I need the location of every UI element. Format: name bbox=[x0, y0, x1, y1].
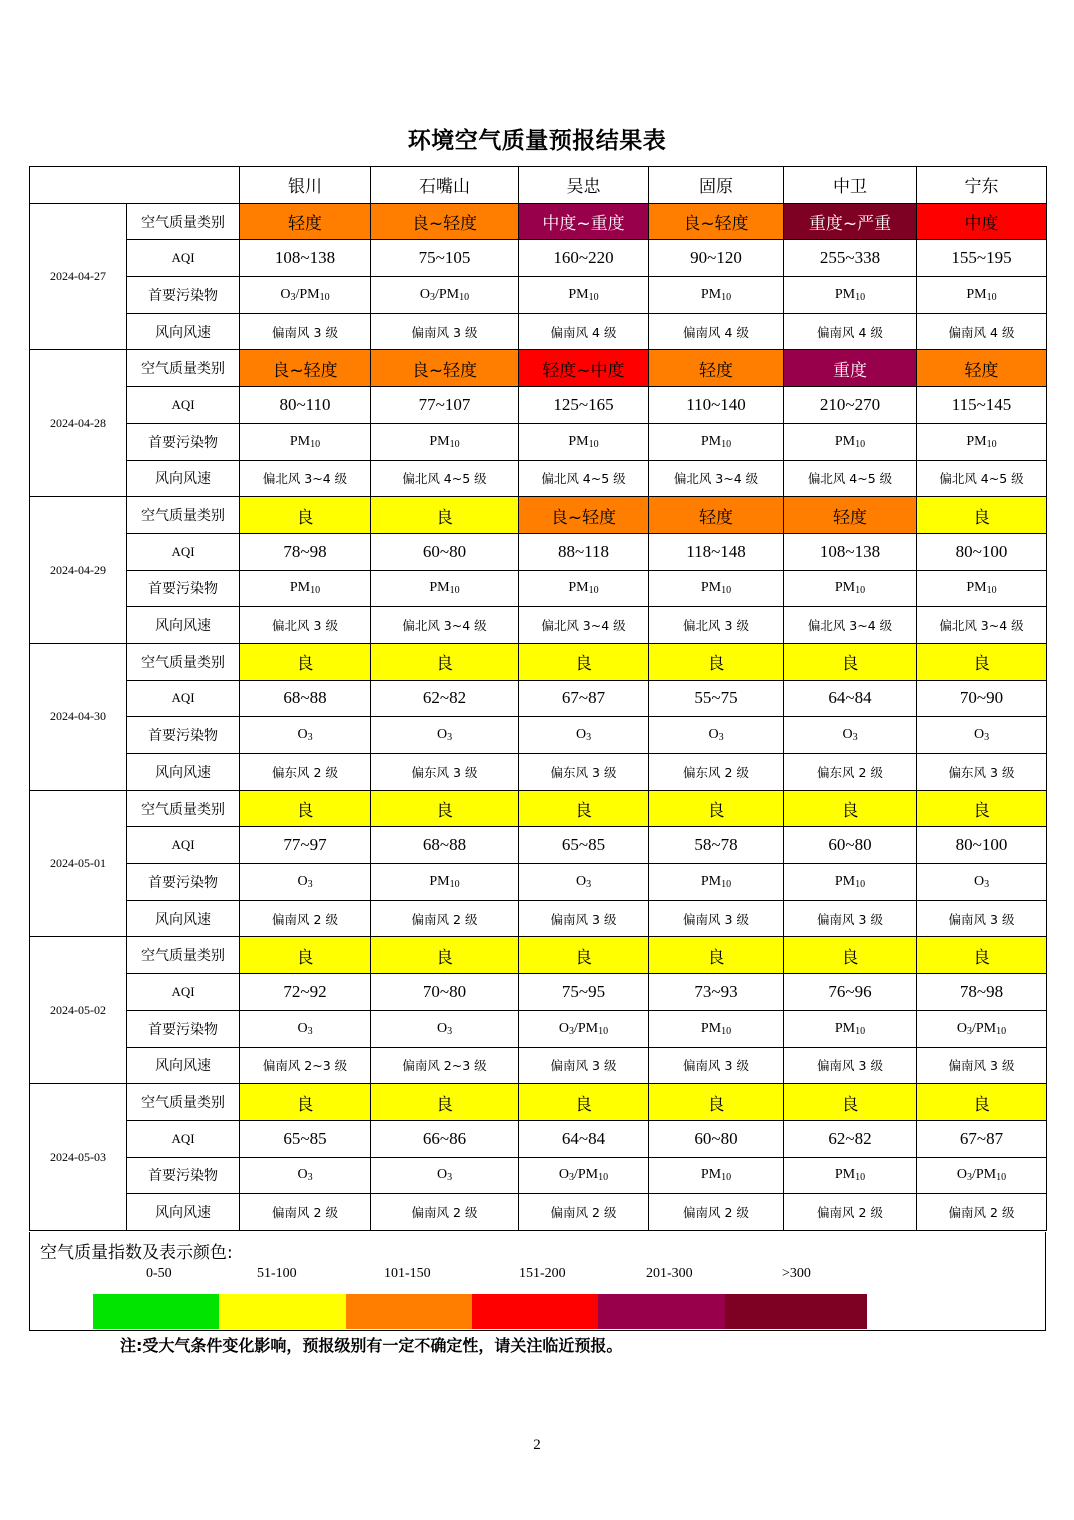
aqi-cell: 67~87 bbox=[519, 680, 649, 717]
aqi-cell: 55~75 bbox=[649, 680, 784, 717]
legend-range-label: 101-150 bbox=[384, 1266, 431, 1281]
city-header: 中卫 bbox=[784, 167, 917, 204]
wind-cell: 偏南风 4 级 bbox=[649, 313, 784, 350]
aqi-cell: 65~85 bbox=[240, 1120, 371, 1157]
category-cell: 良 bbox=[519, 643, 649, 680]
aqi-cell: 77~97 bbox=[240, 827, 371, 864]
legend-color-swatch bbox=[598, 1294, 725, 1329]
pollutant-cell: $O_3$ bbox=[240, 1157, 371, 1194]
category-cell: 良 bbox=[649, 790, 784, 827]
city-header: 石嘴山 bbox=[371, 167, 519, 204]
pollutant-cell: $O_3/PM_{10}$ bbox=[371, 277, 519, 314]
pollutant-cell: $O_3/PM_{10}$ bbox=[917, 1010, 1047, 1047]
category-cell: 良 bbox=[371, 937, 519, 974]
aqi-cell: 62~82 bbox=[371, 680, 519, 717]
aqi-cell: 160~220 bbox=[519, 240, 649, 277]
table-row bbox=[30, 974, 1047, 1011]
table-row bbox=[30, 1194, 1047, 1231]
legend-color-swatch bbox=[219, 1294, 346, 1329]
row-label-wind: 风向风速 bbox=[127, 460, 240, 497]
category-cell: 良 bbox=[784, 643, 917, 680]
pollutant-cell: $PM_{10}$ bbox=[784, 864, 917, 901]
wind-cell: 偏南风 2~3 级 bbox=[240, 1047, 371, 1084]
date-cell: 2024-05-01 bbox=[30, 790, 127, 937]
pollutant-cell: $PM_{10}$ bbox=[784, 423, 917, 460]
pollutant-cell: $PM_{10}$ bbox=[240, 570, 371, 607]
table-row bbox=[30, 240, 1047, 277]
date-cell: 2024-05-02 bbox=[30, 937, 127, 1084]
header-row bbox=[30, 167, 1047, 204]
date-cell: 2024-04-30 bbox=[30, 643, 127, 790]
category-cell: 良~轻度 bbox=[240, 350, 371, 387]
row-label-wind: 风向风速 bbox=[127, 754, 240, 791]
category-cell: 良~轻度 bbox=[371, 350, 519, 387]
aqi-cell: 65~85 bbox=[519, 827, 649, 864]
row-label-pollutant: 首要污染物 bbox=[127, 1010, 240, 1047]
pollutant-cell: $O_3/PM_{10}$ bbox=[519, 1010, 649, 1047]
wind-cell: 偏南风 2~3 级 bbox=[371, 1047, 519, 1084]
wind-cell: 偏南风 3 级 bbox=[784, 900, 917, 937]
pollutant-cell: $PM_{10}$ bbox=[784, 570, 917, 607]
category-cell: 良 bbox=[917, 1084, 1047, 1121]
category-cell: 良 bbox=[649, 937, 784, 974]
pollutant-cell: $PM_{10}$ bbox=[519, 570, 649, 607]
row-label-aqi: AQI bbox=[127, 974, 240, 1011]
table-row bbox=[30, 460, 1047, 497]
category-cell: 良 bbox=[649, 643, 784, 680]
table-row bbox=[30, 1010, 1047, 1047]
pollutant-cell: $PM_{10}$ bbox=[784, 1010, 917, 1047]
wind-cell: 偏北风 3~4 级 bbox=[649, 460, 784, 497]
row-label-wind: 风向风速 bbox=[127, 1194, 240, 1231]
category-cell: 轻度 bbox=[649, 497, 784, 534]
row-label-category: 空气质量类别 bbox=[127, 937, 240, 974]
aqi-cell: 88~118 bbox=[519, 533, 649, 570]
aqi-cell: 210~270 bbox=[784, 387, 917, 424]
wind-cell: 偏南风 4 级 bbox=[519, 313, 649, 350]
row-label-category: 空气质量类别 bbox=[127, 497, 240, 534]
category-cell: 重度~严重 bbox=[784, 203, 917, 240]
page-number: 2 bbox=[533, 1437, 541, 1453]
pollutant-cell: $O_3$ bbox=[649, 717, 784, 754]
category-cell: 良 bbox=[917, 643, 1047, 680]
wind-cell: 偏北风 3~4 级 bbox=[784, 607, 917, 644]
aqi-cell: 75~105 bbox=[371, 240, 519, 277]
table-row bbox=[30, 864, 1047, 901]
pollutant-cell: $O_3$ bbox=[240, 864, 371, 901]
aqi-cell: 60~80 bbox=[784, 827, 917, 864]
category-cell: 轻度 bbox=[240, 203, 371, 240]
pollutant-cell: $PM_{10}$ bbox=[240, 423, 371, 460]
row-label-aqi: AQI bbox=[127, 680, 240, 717]
forecast-note: 注:受大气条件变化影响，预报级别有一定不确定性，请关注临近预报。 bbox=[120, 1336, 623, 1355]
pollutant-cell: $PM_{10}$ bbox=[784, 1157, 917, 1194]
row-label-aqi: AQI bbox=[127, 533, 240, 570]
legend-range-label: 51-100 bbox=[257, 1266, 297, 1281]
legend-title: 空气质量指数及表示颜色: bbox=[40, 1243, 233, 1263]
aqi-cell: 80~110 bbox=[240, 387, 371, 424]
row-label-wind: 风向风速 bbox=[127, 313, 240, 350]
legend-color-swatch bbox=[472, 1294, 598, 1329]
wind-cell: 偏南风 2 级 bbox=[240, 900, 371, 937]
category-cell: 良 bbox=[240, 497, 371, 534]
wind-cell: 偏南风 4 级 bbox=[784, 313, 917, 350]
row-label-pollutant: 首要污染物 bbox=[127, 423, 240, 460]
pollutant-cell: $PM_{10}$ bbox=[649, 864, 784, 901]
row-label-category: 空气质量类别 bbox=[127, 790, 240, 827]
category-cell: 良 bbox=[784, 790, 917, 827]
pollutant-cell: $PM_{10}$ bbox=[649, 277, 784, 314]
row-label-category: 空气质量类别 bbox=[127, 203, 240, 240]
wind-cell: 偏南风 2 级 bbox=[371, 900, 519, 937]
wind-cell: 偏南风 3 级 bbox=[649, 900, 784, 937]
category-cell: 良 bbox=[240, 1084, 371, 1121]
aqi-cell: 80~100 bbox=[917, 533, 1047, 570]
category-cell: 良 bbox=[240, 937, 371, 974]
pollutant-cell: $O_3$ bbox=[371, 717, 519, 754]
category-cell: 良 bbox=[371, 1084, 519, 1121]
aqi-cell: 68~88 bbox=[371, 827, 519, 864]
table-row bbox=[30, 313, 1047, 350]
legend-range-label: >300 bbox=[782, 1266, 811, 1281]
pollutant-cell: $PM_{10}$ bbox=[917, 277, 1047, 314]
category-cell: 轻度 bbox=[784, 497, 917, 534]
city-header: 固原 bbox=[649, 167, 784, 204]
table-row bbox=[30, 717, 1047, 754]
page-title: 环境空气质量预报结果表 bbox=[407, 128, 667, 154]
category-cell: 中度~重度 bbox=[519, 203, 649, 240]
legend-range-label: 201-300 bbox=[646, 1266, 693, 1281]
pollutant-cell: $PM_{10}$ bbox=[649, 423, 784, 460]
table-row bbox=[30, 1047, 1047, 1084]
wind-cell: 偏东风 3 级 bbox=[917, 754, 1047, 791]
table-row bbox=[30, 570, 1047, 607]
wind-cell: 偏南风 3 级 bbox=[519, 900, 649, 937]
category-cell: 良 bbox=[371, 790, 519, 827]
city-header: 宁东 bbox=[917, 167, 1047, 204]
pollutant-cell: $O_3/PM_{10}$ bbox=[240, 277, 371, 314]
category-cell: 良~轻度 bbox=[649, 203, 784, 240]
table-row bbox=[30, 900, 1047, 937]
table-row bbox=[30, 827, 1047, 864]
date-cell: 2024-04-29 bbox=[30, 497, 127, 644]
wind-cell: 偏南风 3 级 bbox=[917, 900, 1047, 937]
wind-cell: 偏北风 3~4 级 bbox=[240, 460, 371, 497]
pollutant-cell: $PM_{10}$ bbox=[519, 423, 649, 460]
row-label-category: 空气质量类别 bbox=[127, 1084, 240, 1121]
row-label-wind: 风向风速 bbox=[127, 900, 240, 937]
wind-cell: 偏南风 3 级 bbox=[917, 1047, 1047, 1084]
legend-range-label: 151-200 bbox=[519, 1266, 566, 1281]
city-header: 银川 bbox=[240, 167, 371, 204]
legend-color-swatch bbox=[93, 1294, 219, 1329]
wind-cell: 偏北风 3~4 级 bbox=[371, 607, 519, 644]
wind-cell: 偏北风 4~5 级 bbox=[784, 460, 917, 497]
wind-cell: 偏南风 4 级 bbox=[917, 313, 1047, 350]
aqi-cell: 76~96 bbox=[784, 974, 917, 1011]
date-cell: 2024-04-28 bbox=[30, 350, 127, 497]
aqi-cell: 125~165 bbox=[519, 387, 649, 424]
aqi-cell: 115~145 bbox=[917, 387, 1047, 424]
aqi-cell: 60~80 bbox=[649, 1120, 784, 1157]
category-cell: 良~轻度 bbox=[371, 203, 519, 240]
aqi-cell: 60~80 bbox=[371, 533, 519, 570]
aqi-cell: 64~84 bbox=[784, 680, 917, 717]
wind-cell: 偏东风 2 级 bbox=[240, 754, 371, 791]
pollutant-cell: $O_3/PM_{10}$ bbox=[917, 1157, 1047, 1194]
wind-cell: 偏北风 4~5 级 bbox=[519, 460, 649, 497]
pollutant-cell: $PM_{10}$ bbox=[649, 1010, 784, 1047]
row-label-category: 空气质量类别 bbox=[127, 643, 240, 680]
table-row bbox=[30, 277, 1047, 314]
category-cell: 良 bbox=[784, 1084, 917, 1121]
table-row bbox=[30, 423, 1047, 460]
wind-cell: 偏北风 3~4 级 bbox=[917, 607, 1047, 644]
pollutant-cell: $PM_{10}$ bbox=[371, 864, 519, 901]
pollutant-cell: $PM_{10}$ bbox=[371, 570, 519, 607]
aqi-cell: 110~140 bbox=[649, 387, 784, 424]
table-row bbox=[30, 1084, 1047, 1121]
aqi-cell: 58~78 bbox=[649, 827, 784, 864]
table-row bbox=[30, 1120, 1047, 1157]
wind-cell: 偏北风 4~5 级 bbox=[917, 460, 1047, 497]
row-label-aqi: AQI bbox=[127, 827, 240, 864]
aqi-cell: 75~95 bbox=[519, 974, 649, 1011]
category-cell: 良 bbox=[917, 790, 1047, 827]
pollutant-cell: $PM_{10}$ bbox=[371, 423, 519, 460]
wind-cell: 偏南风 3 级 bbox=[240, 313, 371, 350]
category-cell: 良 bbox=[240, 790, 371, 827]
wind-cell: 偏南风 2 级 bbox=[784, 1194, 917, 1231]
aqi-cell: 77~107 bbox=[371, 387, 519, 424]
category-cell: 良 bbox=[519, 937, 649, 974]
table-row bbox=[30, 387, 1047, 424]
table-row bbox=[30, 350, 1047, 387]
table-row bbox=[30, 643, 1047, 680]
category-cell: 良 bbox=[371, 497, 519, 534]
pollutant-cell: $O_3$ bbox=[917, 717, 1047, 754]
aqi-cell: 64~84 bbox=[519, 1120, 649, 1157]
aqi-cell: 62~82 bbox=[784, 1120, 917, 1157]
row-label-aqi: AQI bbox=[127, 240, 240, 277]
aqi-cell: 80~100 bbox=[917, 827, 1047, 864]
wind-cell: 偏北风 3~4 级 bbox=[519, 607, 649, 644]
aqi-cell: 67~87 bbox=[917, 1120, 1047, 1157]
legend-range-label: 0-50 bbox=[146, 1266, 172, 1281]
wind-cell: 偏南风 2 级 bbox=[649, 1194, 784, 1231]
aqi-cell: 155~195 bbox=[917, 240, 1047, 277]
city-header: 吴忠 bbox=[519, 167, 649, 204]
header-corner-cell bbox=[30, 167, 240, 204]
aqi-cell: 108~138 bbox=[240, 240, 371, 277]
table-row bbox=[30, 790, 1047, 827]
category-cell: 良 bbox=[917, 937, 1047, 974]
wind-cell: 偏东风 3 级 bbox=[371, 754, 519, 791]
row-label-pollutant: 首要污染物 bbox=[127, 570, 240, 607]
category-cell: 轻度 bbox=[649, 350, 784, 387]
row-label-pollutant: 首要污染物 bbox=[127, 864, 240, 901]
date-cell: 2024-04-27 bbox=[30, 203, 127, 350]
wind-cell: 偏南风 2 级 bbox=[917, 1194, 1047, 1231]
category-cell: 良 bbox=[784, 937, 917, 974]
table-row bbox=[30, 680, 1047, 717]
wind-cell: 偏南风 3 级 bbox=[371, 313, 519, 350]
wind-cell: 偏南风 2 级 bbox=[519, 1194, 649, 1231]
wind-cell: 偏东风 2 级 bbox=[649, 754, 784, 791]
legend-color-swatch bbox=[346, 1294, 472, 1329]
row-label-pollutant: 首要污染物 bbox=[127, 717, 240, 754]
pollutant-cell: $PM_{10}$ bbox=[649, 1157, 784, 1194]
table-row bbox=[30, 497, 1047, 534]
pollutant-cell: $O_3$ bbox=[371, 1010, 519, 1047]
pollutant-cell: $O_3$ bbox=[917, 864, 1047, 901]
aqi-cell: 78~98 bbox=[917, 974, 1047, 1011]
pollutant-cell: $PM_{10}$ bbox=[519, 277, 649, 314]
legend-color-swatch bbox=[725, 1294, 867, 1329]
pollutant-cell: $O_3$ bbox=[784, 717, 917, 754]
row-label-pollutant: 首要污染物 bbox=[127, 1157, 240, 1194]
aqi-cell: 72~92 bbox=[240, 974, 371, 1011]
pollutant-cell: $O_3$ bbox=[240, 1010, 371, 1047]
date-cell: 2024-05-03 bbox=[30, 1084, 127, 1231]
row-label-aqi: AQI bbox=[127, 1120, 240, 1157]
wind-cell: 偏南风 3 级 bbox=[519, 1047, 649, 1084]
wind-cell: 偏北风 4~5 级 bbox=[371, 460, 519, 497]
pollutant-cell: $PM_{10}$ bbox=[917, 423, 1047, 460]
pollutant-cell: $O_3$ bbox=[371, 1157, 519, 1194]
category-cell: 良 bbox=[917, 497, 1047, 534]
aqi-cell: 255~338 bbox=[784, 240, 917, 277]
row-label-category: 空气质量类别 bbox=[127, 350, 240, 387]
aqi-cell: 118~148 bbox=[649, 533, 784, 570]
wind-cell: 偏东风 3 级 bbox=[519, 754, 649, 791]
category-cell: 轻度~中度 bbox=[519, 350, 649, 387]
aqi-cell: 108~138 bbox=[784, 533, 917, 570]
pollutant-cell: $PM_{10}$ bbox=[784, 277, 917, 314]
pollutant-cell: $O_3$ bbox=[519, 864, 649, 901]
aqi-cell: 78~98 bbox=[240, 533, 371, 570]
pollutant-cell: $O_3/PM_{10}$ bbox=[519, 1157, 649, 1194]
wind-cell: 偏北风 3 级 bbox=[649, 607, 784, 644]
category-cell: 良 bbox=[519, 790, 649, 827]
wind-cell: 偏东风 2 级 bbox=[784, 754, 917, 791]
category-cell: 良 bbox=[240, 643, 371, 680]
category-cell: 中度 bbox=[917, 203, 1047, 240]
aqi-cell: 66~86 bbox=[371, 1120, 519, 1157]
row-label-wind: 风向风速 bbox=[127, 1047, 240, 1084]
row-label-pollutant: 首要污染物 bbox=[127, 277, 240, 314]
aqi-cell: 68~88 bbox=[240, 680, 371, 717]
pollutant-cell: $PM_{10}$ bbox=[649, 570, 784, 607]
aqi-cell: 73~93 bbox=[649, 974, 784, 1011]
aqi-cell: 70~90 bbox=[917, 680, 1047, 717]
wind-cell: 偏南风 2 级 bbox=[371, 1194, 519, 1231]
pollutant-cell: $O_3$ bbox=[240, 717, 371, 754]
wind-cell: 偏北风 3 级 bbox=[240, 607, 371, 644]
aqi-cell: 90~120 bbox=[649, 240, 784, 277]
aqi-cell: 70~80 bbox=[371, 974, 519, 1011]
category-cell: 良 bbox=[649, 1084, 784, 1121]
pollutant-cell: $PM_{10}$ bbox=[917, 570, 1047, 607]
table-row bbox=[30, 937, 1047, 974]
category-cell: 良 bbox=[519, 1084, 649, 1121]
category-cell: 重度 bbox=[784, 350, 917, 387]
category-cell: 良~轻度 bbox=[519, 497, 649, 534]
table-row bbox=[30, 203, 1047, 240]
row-label-aqi: AQI bbox=[127, 387, 240, 424]
wind-cell: 偏南风 2 级 bbox=[240, 1194, 371, 1231]
category-cell: 轻度 bbox=[917, 350, 1047, 387]
table-row bbox=[30, 1157, 1047, 1194]
forecast-table bbox=[29, 166, 1047, 1231]
table-row bbox=[30, 607, 1047, 644]
wind-cell: 偏南风 3 级 bbox=[649, 1047, 784, 1084]
table-row bbox=[30, 533, 1047, 570]
row-label-wind: 风向风速 bbox=[127, 607, 240, 644]
pollutant-cell: $O_3$ bbox=[519, 717, 649, 754]
wind-cell: 偏南风 3 级 bbox=[784, 1047, 917, 1084]
category-cell: 良 bbox=[371, 643, 519, 680]
aqi-legend bbox=[29, 1232, 1046, 1331]
table-row bbox=[30, 754, 1047, 791]
